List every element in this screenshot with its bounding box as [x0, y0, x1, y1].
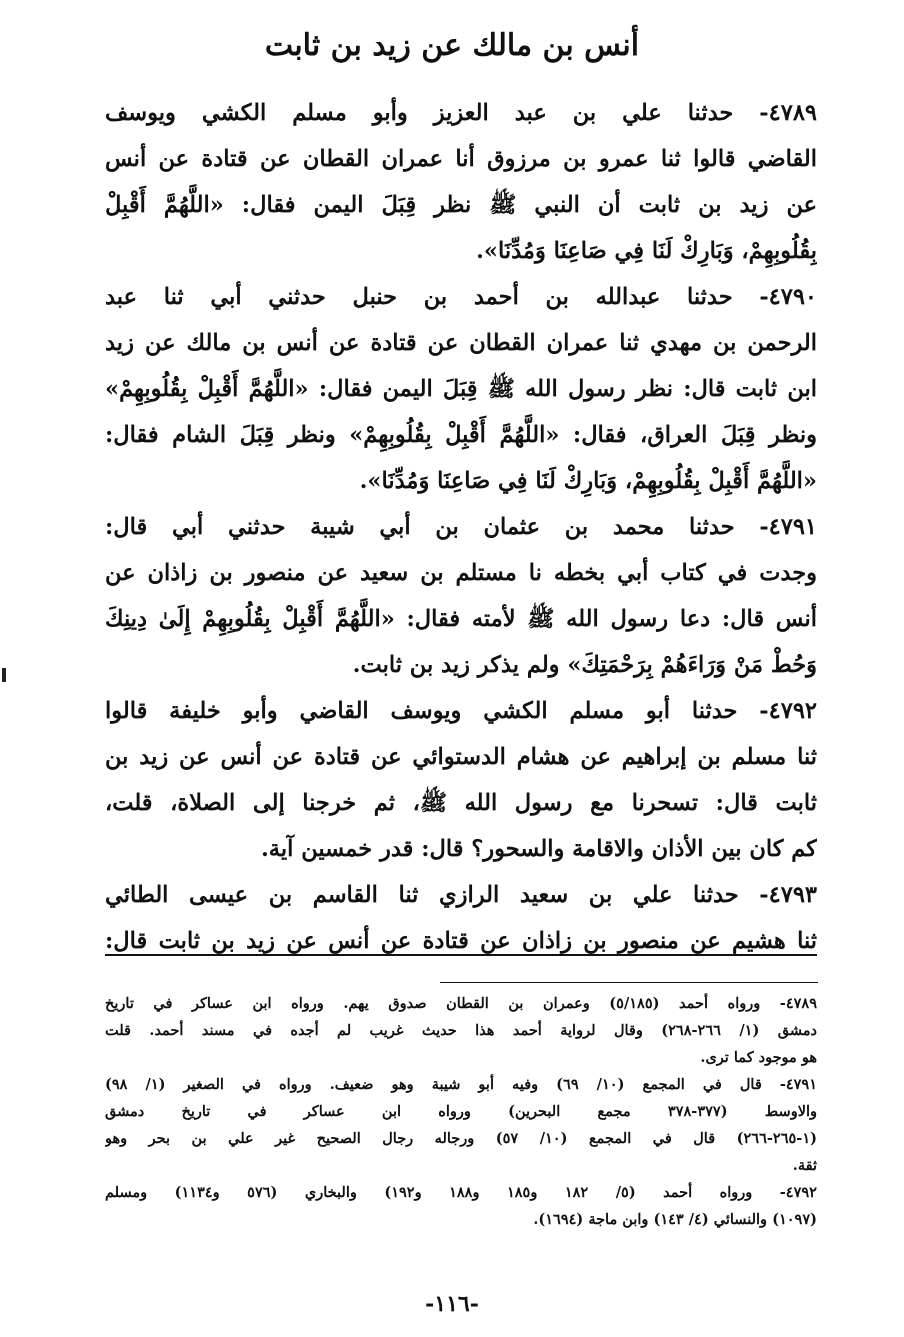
hadith-4792-line-3: ثابت قال: تسحرنا مع رسول الله ﷺ، ثم خرجنا إلى الصلاة، قلت،	[105, 790, 817, 816]
page-number: -١١٦-	[425, 1291, 479, 1317]
footnote-4789-line-3: هو موجود كما ترى.	[700, 1049, 817, 1066]
footnote-4791-line-2: والاوسط (٣٧٧-٣٧٨ مجمع البحرين) ورواه ابن عساكر في تاريخ دمشق	[105, 1103, 817, 1120]
hadith-4789-line-4: بِقُلُوبِهِمْ، وَبَارِكْ لَنَا فِي صَاعِنَا وَمُدِّنَا».	[476, 238, 817, 264]
hadith-4791-line-1: ٤٧٩١- حدثنا محمد بن عثمان بن أبي شيبة حدثني أبي قال:	[105, 514, 817, 540]
hadith-4792-line-4: كم كان بين الأذان والاقامة والسحور؟ قال: قدر خمسين آية.	[260, 836, 817, 862]
footnote-4791-line-1: ٤٧٩١- قال في المجمع (١٠/ ٦٩) وفيه أبو شيبة وهو ضعيف. ورواه في الصغير (١/ ٩٨)	[105, 1076, 817, 1093]
footnote-4791-line-4: ثقة.	[792, 1157, 817, 1174]
hadith-4789-line-3: عن زيد بن ثابت أن النبي ﷺ نظر قِبَلَ اليمن فقال: «اللَّهُمَّ أَقْبِلْ	[105, 192, 817, 218]
hadith-4790-line-2: الرحمن بن مهدي ثنا عمران القطان عن قتادة عن أنس بن مالك عن زيد	[105, 330, 817, 356]
hadith-4790-line-4: ونظر قِبَلَ العراق، فقال: «اللَّهُمَّ أَقْبِلْ بِقُلُوبِهِمْ» ونظر قِبَلَ الشام فقال:	[105, 422, 817, 448]
footnote-separator	[440, 982, 818, 983]
footnote-4789-line-2: دمشق (١/ ٢٦٦-٢٦٨) وقال لرواية أحمد هذا حديث غريب لم أجده في مسند أحمد. قلت	[105, 1022, 817, 1039]
hadith-4793-line-2: ثنا هشيم عن منصور بن زاذان عن قتادة عن أنس عن زيد بن ثابت قال:	[105, 928, 817, 954]
hadith-4790-line-1: ٤٧٩٠- حدثنا عبدالله بن أحمد بن حنبل حدثني أبي ثنا عبد	[105, 284, 817, 310]
hadith-4792-line-2: ثنا مسلم بن إبراهيم عن هشام الدستوائي عن قتادة عن أنس عن زيد بن	[105, 744, 817, 770]
footnote-4791-line-3: (١-٢٦٥-٢٦٦) قال في المجمع (١٠/ ٥٧) ورجاله رجال الصحيح غير علي بن بحر وهو	[105, 1130, 817, 1147]
footnote-4789-line-1: ٤٧٨٩- ورواه أحمد (٥/١٨٥) وعمران بن القطان صدوق يهم. ورواه ابن عساكر في تاريخ	[105, 995, 817, 1012]
footnote-4792-line-1: ٤٧٩٢- ورواه أحمد (٥/ ١٨٢ و١٨٥ و١٨٨ و١٩٢) والبخاري (٥٧٦ و١١٣٤) ومسلم	[105, 1184, 817, 1201]
hadith-4789-line-2: القاضي قالوا ثنا عمرو بن مرزوق أنا عمران القطان عن قتادة عن أنس	[105, 146, 817, 172]
hadith-4791-line-3: أنس قال: دعا رسول الله ﷺ لأمته فقال: «اللَّهُمَّ أَقْبِلْ بِقُلُوبِهِمْ إِلَىٰ دِينِكَ	[105, 606, 817, 632]
footnotes	[105, 990, 817, 1233]
page-title: أنس بن مالك عن زيد بن ثابت	[264, 28, 640, 63]
hadith-4792-line-1: ٤٧٩٢- حدثنا أبو مسلم الكشي ويوسف القاضي وأبو خليفة قالوا	[105, 698, 817, 724]
hadith-4790-line-5: «اللَّهُمَّ أَقْبِلْ بِقُلُوبِهِمْ، وَبَارِكْ لَنَا فِي صَاعِنَا وَمُدِّنَا».	[359, 468, 817, 494]
hadith-4793-line-1: ٤٧٩٣- حدثنا علي بن سعيد الرازي ثنا القاسم بن عيسى الطائي	[105, 882, 817, 908]
scan-edge-mark	[2, 668, 6, 682]
hadith-4791-line-4: وَحُطْ مَنْ وَرَاءَهُمْ بِرَحْمَتِكَ» ولم يذكر زيد بن ثابت.	[352, 652, 817, 678]
footnote-4792-line-2: (١٠٩٧) والنسائي (٤/ ١٤٣) وابن ماجة (١٦٩٤).	[533, 1211, 817, 1228]
hadith-4791-line-2: وجدت في كتاب أبي بخطه نا مستلم بن سعيد عن منصور بن زاذان عن	[105, 560, 817, 586]
hadith-4790-line-3: ابن ثابت قال: نظر رسول الله ﷺ قِبَلَ اليمن فقال: «اللَّهُمَّ أَقْبِلْ بِقُلُوبِهِمْ»	[105, 376, 817, 402]
hadith-body	[105, 90, 817, 964]
hadith-4789-line-1: ٤٧٨٩- حدثنا علي بن عبد العزيز وأبو مسلم الكشي ويوسف	[105, 100, 817, 126]
